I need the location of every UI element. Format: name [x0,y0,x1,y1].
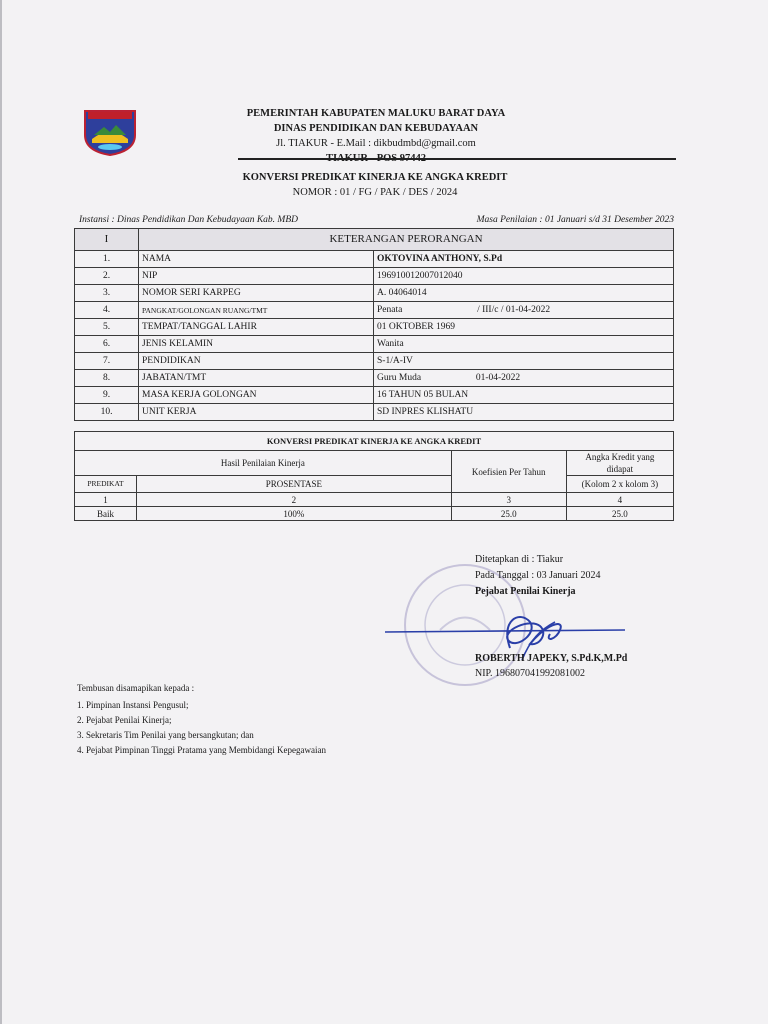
table-row [75,336,674,353]
row-number: 1. [75,251,139,268]
row-value: 16 TAHUN 05 BULAN [374,387,674,404]
letterhead-government: PEMERINTAH KABUPATEN MALUKU BARAT DAYA [246,108,506,119]
angka-kredit-value: 25.0 [566,507,673,521]
predikat-value: Baik [75,507,137,521]
row-number: 9. [75,387,139,404]
conversion-table [74,431,674,521]
section-header-row [75,229,674,251]
table-row [75,268,674,285]
row-label: NOMOR SERI KARPEG [139,285,374,302]
row-label: PANGKAT/GOLONGAN RUANG/TMT [139,302,374,319]
row-value-name: OKTOVINA ANTHONY, S.Pd [374,251,674,268]
table-row [75,404,674,421]
table-row [75,387,674,404]
angka-header-line2: didapat [606,464,634,474]
row-label: TEMPAT/TANGGAL LAHIR [139,319,374,336]
letterhead [140,106,612,166]
conversion-title: KONVERSI PREDIKAT KINERJA KE ANGKA KREDIT [75,432,674,451]
signing-date: Pada Tanggal : 03 Januari 2024 [475,570,601,581]
column-number: 4 [566,493,673,507]
conversion-title-row [75,432,674,451]
signer-block [475,651,627,681]
predikat-header: PREDIKAT [75,476,137,493]
prosentase-header: PROSENTASE [137,476,452,493]
angka-header-line1: Angka Kredit yang [585,452,655,462]
angka-kredit-header [566,451,673,476]
letterhead-address: Jl. TIAKUR - E.Mail : dikbudmbd@gmail.com [276,138,476,149]
koefisien-header: Koefisien Per Tahun [451,451,566,493]
instansi-text: Instansi : Dinas Pendidikan Dan Kebudayaan Kab. MBD [79,215,299,225]
tembusan-list [77,698,326,758]
conversion-header-row [75,451,674,476]
row-number: 6. [75,336,139,353]
rank-name: Penata [377,304,403,315]
column-number-row [75,493,674,507]
column-number: 1 [75,493,137,507]
signing-place: Ditetapkan di : Tiakur [475,554,564,565]
letterhead-divider [238,158,676,160]
assessment-period: Masa Penilaian : 01 Januari s/d 31 Desember 2023 [476,215,674,225]
row-label: UNIT KERJA [139,404,374,421]
row-label: NIP [139,268,374,285]
row-value: 196910012007012040 [374,268,674,285]
position-tmt: 01-04-2022 [475,372,521,383]
conversion-subheader-row [75,476,674,493]
row-number: 5. [75,319,139,336]
row-value: SD INPRES KLISHATU [374,404,674,421]
row-label: MASA KERJA GOLONGAN [139,387,374,404]
row-label: NAMA [139,251,374,268]
row-label: JENIS KELAMIN [139,336,374,353]
list-item: 1. Pimpinan Instansi Pengusul; [77,700,189,710]
table-row [75,251,674,268]
row-number: 4. [75,302,139,319]
row-value-rank [374,302,674,319]
koefisien-value: 25.0 [451,507,566,521]
rank-group-tmt: / III/c / 01-04-2022 [477,304,551,315]
list-item: 4. Pejabat Pimpinan Tinggi Pratama yang Membidangi Kepegawaian [77,745,326,755]
signature-block [475,552,600,600]
list-item: 2. Pejabat Penilai Kinerja; [77,715,172,725]
row-number: 10. [75,404,139,421]
signer-role: Pejabat Penilai Kinerja [475,586,576,597]
personal-info-table [74,228,674,421]
formula-text: (Kolom 2 x kolom 3) [566,476,673,493]
conversion-value-row [75,507,674,521]
row-value: 01 OKTOBER 1969 [374,319,674,336]
row-value: Wanita [374,336,674,353]
table-row [75,353,674,370]
section-title: KETERANGAN PERORANGAN [139,229,674,251]
row-number: 3. [75,285,139,302]
table-row [75,285,674,302]
row-value: A. 04064014 [374,285,674,302]
row-label: JABATAN/TMT [139,370,374,387]
tembusan-heading: Tembusan disamapikan kepada : [77,683,195,693]
column-number: 3 [451,493,566,507]
scan-edge [0,0,2,1024]
hasil-header: Hasil Penilaian Kinerja [75,451,452,476]
signer-nip: NIP. 196807041992081002 [475,668,586,679]
row-value-position [374,370,674,387]
table-row [75,370,674,387]
row-number: 7. [75,353,139,370]
table-row [75,302,674,319]
column-number: 2 [137,493,452,507]
document-title: KONVERSI PREDIKAT KINERJA KE ANGKA KREDIT [242,172,508,183]
section-number: I [75,229,139,251]
letterhead-department: DINAS PENDIDIKAN DAN KEBUDAYAAN [273,123,479,134]
signer-name: ROBERTH JAPEKY, S.Pd.K,M.Pd [475,653,628,664]
tembusan-section [77,681,326,758]
regency-logo-icon [80,107,140,157]
prosentase-value: 100% [137,507,452,521]
table-row [75,319,674,336]
position-name: Guru Muda [377,372,422,383]
row-number: 2. [75,268,139,285]
row-value: S-1/A-IV [374,353,674,370]
row-label: PENDIDIKAN [139,353,374,370]
document-number: NOMOR : 01 / FG / PAK / DES / 2024 [292,187,458,198]
row-number: 8. [75,370,139,387]
list-item: 3. Sekretaris Tim Penilai yang bersangkutan; dan [77,730,254,740]
